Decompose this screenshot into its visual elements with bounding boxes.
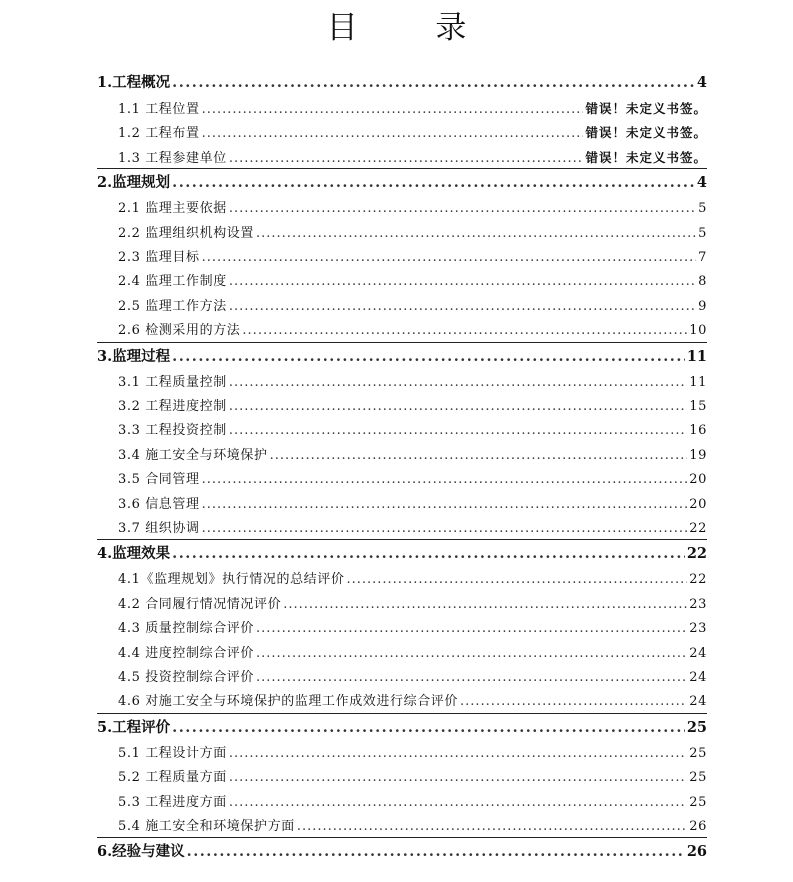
toc-leader-dots [242, 321, 687, 341]
toc-entry-title: 4.5 投资控制综合评价 [118, 670, 255, 685]
toc-section[interactable] [118, 421, 707, 441]
toc-section[interactable] [118, 248, 707, 268]
toc-entry-title: 3.3 工程投资控制 [118, 423, 227, 439]
toc-page-number: 25 [686, 718, 707, 736]
toc-chapter[interactable] [97, 841, 707, 863]
toc-page-number: 8 [698, 274, 707, 290]
toc-page-number: 25 [689, 745, 707, 761]
toc-entry-title: 1.2 工程布置 [118, 126, 200, 142]
toc-entry-title: 3.监理过程 [97, 347, 171, 365]
toc-leader-dots [202, 100, 584, 120]
toc-leader-dots [256, 619, 687, 639]
toc-leader-dots [256, 668, 687, 688]
toc-page-number: 19 [689, 447, 707, 463]
toc-leader-dots [229, 744, 687, 764]
toc-section[interactable] [118, 123, 707, 144]
toc-chapter[interactable] [97, 717, 707, 739]
toc-section[interactable] [118, 470, 707, 490]
toc-leader-dots [283, 595, 687, 615]
chapter-divider [97, 342, 707, 343]
toc-leader-dots [202, 470, 688, 490]
toc-leader-dots [229, 421, 687, 441]
toc-entry-title: 1.1 工程位置 [118, 102, 200, 117]
toc-page-number: 5 [698, 201, 707, 217]
toc-page-number: 24 [689, 645, 707, 661]
chapter-divider [97, 713, 707, 714]
toc-page-number: 7 [698, 250, 707, 265]
toc-entry-title: 3.1 工程质量控制 [118, 374, 227, 390]
toc-leader-dots [202, 495, 688, 515]
toc-section[interactable] [118, 644, 707, 664]
toc-leader-dots [229, 397, 687, 417]
toc-section[interactable] [118, 570, 707, 590]
toc-section[interactable] [118, 495, 707, 515]
toc-leader-dots [229, 793, 687, 813]
toc-page-number: 16 [689, 423, 707, 439]
toc-page-number: 25 [689, 770, 707, 786]
toc-section[interactable] [118, 768, 707, 788]
toc-leader-dots [229, 272, 696, 292]
toc-entry-title: 4.监理效果 [97, 545, 171, 563]
toc-page-number: 10 [689, 323, 707, 339]
toc-section[interactable] [118, 446, 707, 466]
toc-entry-title: 5.2 工程质量方面 [118, 770, 227, 786]
toc-section[interactable] [118, 397, 707, 417]
toc-page-number: 22 [689, 572, 707, 588]
toc-section[interactable] [118, 519, 707, 539]
toc-section[interactable] [118, 373, 707, 393]
toc-chapter[interactable] [97, 346, 707, 368]
toc-section[interactable] [118, 199, 707, 219]
toc-leader-dots [346, 570, 687, 590]
toc-page-number: 11 [686, 347, 707, 365]
toc-leader-dots [202, 124, 584, 144]
toc-entry-title: 3.6 信息管理 [118, 496, 200, 512]
toc-leader-dots [256, 224, 696, 244]
toc-page-number: 22 [686, 545, 707, 563]
toc-leader-dots [202, 248, 697, 268]
toc-section[interactable] [118, 793, 707, 813]
toc-error-message: 错误！未定义书签。 [585, 149, 707, 165]
toc-section[interactable] [118, 668, 707, 688]
toc-section[interactable] [118, 744, 707, 764]
toc-page-number: 5 [698, 225, 707, 241]
toc-section[interactable] [118, 297, 707, 317]
toc-entry-title: 4.1《监理规划》执行情况的总结评价 [118, 572, 345, 588]
toc-page-number: 26 [686, 843, 707, 861]
toc-section[interactable] [118, 321, 707, 341]
toc-page-number: 4 [696, 174, 707, 192]
toc-section[interactable] [118, 148, 707, 169]
toc-page-number: 23 [689, 596, 707, 612]
toc-entry-title: 3.5 合同管理 [118, 472, 200, 488]
toc-leader-dots [229, 199, 696, 219]
toc-entry-title: 5.3 工程进度方面 [118, 794, 227, 810]
toc-leader-dots [172, 346, 685, 368]
toc-page-number: 20 [689, 472, 707, 488]
chapter-divider [97, 539, 707, 540]
toc-leader-dots [270, 446, 688, 466]
toc-entry-title: 2.4 监理工作制度 [118, 274, 227, 290]
chapter-divider [97, 168, 707, 169]
toc-section[interactable] [118, 619, 707, 639]
toc-leader-dots [229, 373, 687, 393]
toc-leader-dots [172, 72, 695, 94]
toc-entry-title: 2.1 监理主要依据 [118, 201, 227, 217]
toc-entry-title: 5.工程评价 [97, 718, 171, 736]
toc-section[interactable] [118, 595, 707, 615]
toc-entry-title: 3.4 施工安全与环境保护 [118, 447, 268, 463]
toc-chapter[interactable] [97, 543, 707, 565]
toc-leader-dots [202, 519, 688, 539]
toc-page-number: 25 [689, 794, 707, 810]
toc-entry-title: 1.3 工程参建单位 [118, 150, 227, 166]
toc-section[interactable] [118, 224, 707, 244]
toc-entry-title: 2.6 检测采用的方法 [118, 323, 241, 339]
toc-chapter[interactable] [97, 172, 707, 194]
toc-section[interactable] [118, 817, 707, 837]
toc-entry-title: 2.5 监理工作方法 [118, 298, 227, 314]
toc-entry-title: 1.工程概况 [97, 74, 171, 91]
toc-page-number: 22 [689, 521, 707, 536]
toc-leader-dots [229, 297, 696, 317]
toc-page-number: 23 [689, 621, 707, 637]
toc-page-number: 15 [689, 399, 707, 414]
toc-entry-title: 6.经验与建议 [97, 843, 185, 861]
toc-page-number: 4 [696, 74, 707, 91]
toc-entry-title: 2.监理规划 [97, 174, 171, 192]
toc-entry-title: 5.4 施工安全和环境保护方面 [118, 819, 295, 834]
toc-page-number: 26 [689, 819, 707, 834]
toc-entry-title: 4.4 进度控制综合评价 [118, 645, 255, 661]
toc-leader-dots [172, 172, 695, 194]
toc-entry-title: 5.1 工程设计方面 [118, 745, 227, 761]
toc-page-number: 24 [689, 670, 707, 685]
toc-section[interactable] [118, 272, 707, 292]
toc-leader-dots [256, 644, 687, 664]
toc-entry-title: 3.2 工程进度控制 [118, 399, 227, 414]
toc-error-message: 错误！未定义书签。 [585, 101, 707, 116]
toc-error-message: 错误！未定义书签。 [585, 125, 707, 141]
toc-entry-title: 4.6 对施工安全与环境保护的监理工作成效进行综合评价 [118, 694, 459, 710]
toc-section[interactable] [118, 99, 707, 120]
toc-page-number: 11 [689, 374, 707, 390]
toc-page-number: 9 [698, 298, 707, 314]
toc-chapter[interactable] [97, 72, 707, 94]
page-title: 目 录 [326, 10, 501, 46]
toc-page-number: 20 [689, 496, 707, 512]
toc-leader-dots [297, 817, 687, 837]
toc-entry-title: 2.2 监理组织机构设置 [118, 225, 255, 241]
chapter-divider [97, 837, 707, 838]
toc-entry-title: 3.7 组织协调 [118, 521, 200, 536]
toc-leader-dots [229, 149, 584, 169]
toc-entry-title: 4.2 合同履行情况情况评价 [118, 596, 282, 612]
toc-leader-dots [229, 768, 687, 788]
toc-page-number: 24 [689, 694, 707, 710]
toc-entry-title: 4.3 质量控制综合评价 [118, 621, 255, 637]
toc-leader-dots [172, 717, 685, 739]
toc-section[interactable] [118, 692, 707, 712]
toc-entry-title: 2.3 监理目标 [118, 250, 200, 265]
toc-leader-dots [460, 692, 687, 712]
toc-leader-dots [172, 543, 685, 565]
toc-leader-dots [187, 841, 685, 863]
